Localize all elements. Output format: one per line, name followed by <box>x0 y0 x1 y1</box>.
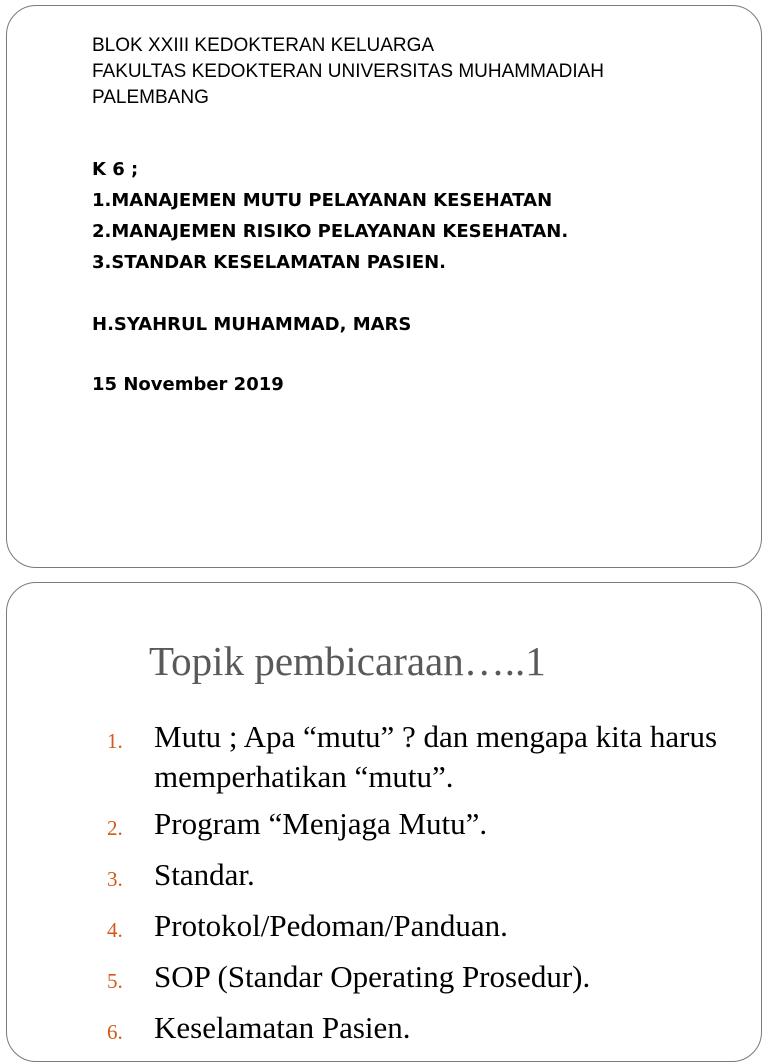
list-number: 1. <box>107 729 123 753</box>
institution-header <box>92 33 604 111</box>
institution-line: BLOK XXIII KEDOKTERAN KELUARGA <box>92 35 435 56</box>
topics-slide <box>6 582 762 1062</box>
list-item <box>107 1008 747 1052</box>
presentation-date: 15 November 2019 <box>92 374 284 395</box>
list-number: 6. <box>107 1020 123 1044</box>
list-number: 5. <box>107 969 123 993</box>
course-topic: 3.STANDAR KESELAMATAN PASIEN. <box>92 252 447 273</box>
list-number: 4. <box>107 918 123 942</box>
title-slide <box>6 5 762 568</box>
presenter-name: H.SYAHRUL MUHAMMAD, MARS <box>92 314 412 335</box>
list-item <box>107 804 747 848</box>
list-text: Standar. <box>154 857 255 892</box>
list-item <box>107 906 747 950</box>
list-number: 2. <box>107 816 123 840</box>
list-number: 3. <box>107 867 123 891</box>
list-item <box>107 717 747 797</box>
list-text: SOP (Standar Operating Prosedur). <box>154 959 591 994</box>
topic-list <box>107 717 747 1059</box>
list-text: Keselamatan Pasien. <box>154 1010 411 1045</box>
institution-line: FAKULTAS KEDOKTERAN UNIVERSITAS MUHAMMADIAH <box>92 61 605 82</box>
course-topic: 2.MANAJEMEN RISIKO PELAYANAN KESEHATAN. <box>92 221 569 242</box>
slide-title: Topik pembicaraan…..1 <box>149 638 546 684</box>
course-topics <box>92 154 568 278</box>
institution-line: PALEMBANG <box>92 87 209 108</box>
list-text: Mutu ; Apa “mutu” ? dan mengapa kita harus memperhatikan “mutu”. <box>154 719 718 794</box>
course-topic: 1.MANAJEMEN MUTU PELAYANAN KESEHATAN <box>92 190 553 211</box>
list-text: Program “Menjaga Mutu”. <box>154 806 488 841</box>
list-item <box>107 957 747 1001</box>
list-text: Protokol/Pedoman/Panduan. <box>154 908 508 943</box>
list-item <box>107 855 747 899</box>
course-code: K 6 ; <box>92 159 139 180</box>
